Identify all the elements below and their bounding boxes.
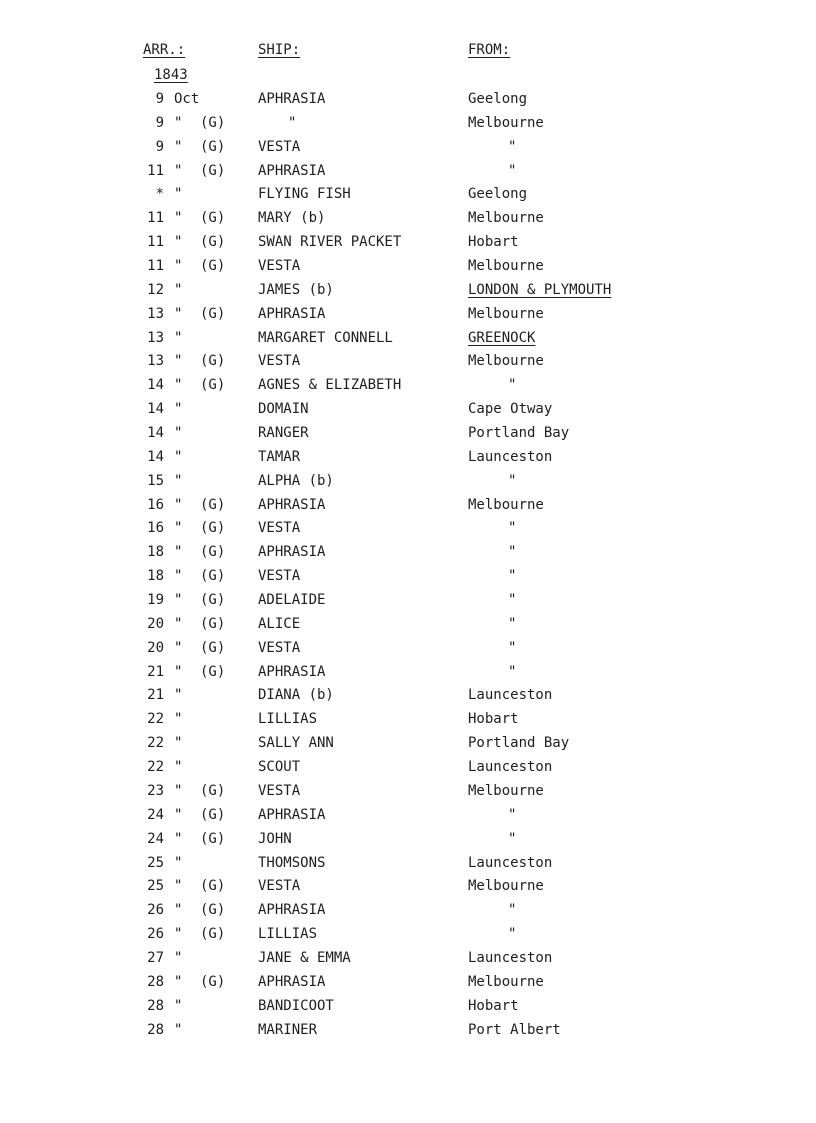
arrival-day: 28	[147, 1021, 164, 1038]
ship-name: APHRASIA	[258, 806, 326, 823]
table-row	[0, 995, 816, 1019]
from-port: "	[508, 592, 517, 609]
arrival-month: "	[174, 830, 183, 847]
arrival-day: 14	[147, 377, 164, 394]
table-row	[0, 470, 816, 494]
ship-name: JANE & EMMA	[258, 949, 351, 966]
table-row	[0, 637, 816, 661]
from-port: Hobart	[468, 997, 519, 1014]
ship-name: THOMSONS	[258, 854, 326, 871]
arrival-month: "	[174, 138, 183, 155]
table-row	[0, 852, 816, 876]
arrival-flag: (G)	[200, 592, 226, 609]
table-row	[0, 231, 816, 255]
arrival-day: 26	[147, 902, 164, 919]
table-row	[0, 732, 816, 756]
ship-name: APHRASIA	[258, 973, 326, 990]
table-row	[0, 947, 816, 971]
table-row	[0, 494, 816, 518]
ship-name: VESTA	[258, 878, 301, 895]
arrival-month: "	[174, 186, 183, 203]
from-port: "	[508, 926, 517, 943]
ship-name: APHRASIA	[258, 305, 326, 322]
ship-name: APHRASIA	[258, 544, 326, 561]
arrival-flag: (G)	[200, 639, 226, 656]
from-port: "	[508, 138, 517, 155]
arrival-day: 20	[147, 615, 164, 632]
arrival-flag: (G)	[200, 568, 226, 585]
table-row	[0, 565, 816, 589]
ship-name: VESTA	[258, 353, 301, 370]
arrival-month: "	[174, 663, 183, 680]
arrival-month: "	[174, 472, 183, 489]
arrival-day: 21	[147, 663, 164, 680]
arrival-day: 22	[147, 711, 164, 728]
arrival-day: 9	[155, 114, 164, 131]
arrival-flag: (G)	[200, 377, 226, 394]
arrival-month: "	[174, 162, 183, 179]
table-row	[0, 923, 816, 947]
table-row	[0, 255, 816, 279]
arrival-month: "	[174, 878, 183, 895]
arrival-month: "	[174, 997, 183, 1014]
arrival-flag: (G)	[200, 663, 226, 680]
arrival-flag: (G)	[200, 902, 226, 919]
arrival-day: 16	[147, 496, 164, 513]
ship-name: MARGARET CONNELL	[258, 329, 393, 346]
table-row	[0, 756, 816, 780]
from-port: Melbourne	[468, 496, 544, 513]
arrival-flag: (G)	[200, 305, 226, 322]
year-label: 1843	[154, 67, 188, 83]
from-port: Launceston	[468, 687, 553, 704]
arrival-day: 9	[155, 91, 164, 107]
arrival-day: 24	[147, 806, 164, 823]
from-port: Melbourne	[468, 973, 544, 990]
arrival-day: 13	[147, 353, 164, 370]
arrival-day: 11	[147, 210, 164, 227]
table-row	[0, 183, 816, 207]
ship-name: LILLIAS	[258, 711, 318, 728]
arrival-day: 21	[147, 687, 164, 704]
from-port: "	[508, 615, 517, 632]
arrival-day: 14	[147, 425, 164, 442]
table-row	[0, 828, 816, 852]
arrival-flag: (G)	[200, 520, 226, 537]
table-row	[0, 875, 816, 899]
arrival-flag: (G)	[200, 615, 226, 632]
table-row	[0, 303, 816, 327]
from-port: "	[508, 902, 517, 919]
from-port: "	[508, 520, 517, 537]
table-row	[0, 661, 816, 685]
ship-name: ALICE	[258, 615, 301, 632]
from-port: Hobart	[468, 234, 519, 251]
arrival-day: 20	[147, 639, 164, 656]
ship-name: VESTA	[258, 639, 301, 656]
table-row	[0, 350, 816, 374]
arrival-flag: (G)	[200, 162, 226, 179]
arrival-month: "	[174, 949, 183, 966]
ship-name: APHRASIA	[258, 663, 326, 680]
arrival-day: 11	[147, 162, 164, 179]
ship-name: LILLIAS	[258, 926, 318, 943]
from-port: "	[508, 639, 517, 656]
arrival-month: "	[174, 1021, 183, 1038]
table-row	[0, 136, 816, 160]
from-port: Melbourne	[468, 258, 544, 275]
arrival-day: 26	[147, 926, 164, 943]
arrival-day: 28	[147, 997, 164, 1014]
table-row	[0, 446, 816, 470]
table-row	[0, 804, 816, 828]
arrival-month: "	[174, 401, 183, 418]
table-row	[0, 112, 816, 136]
arrival-day: *	[155, 186, 164, 203]
from-port: Portland Bay	[468, 425, 570, 442]
arrival-month: "	[174, 973, 183, 990]
ship-name: "	[288, 114, 297, 131]
ship-name: VESTA	[258, 568, 301, 585]
arrival-day: 11	[147, 258, 164, 275]
ship-name: JAMES (b)	[258, 281, 334, 298]
ship-name: VESTA	[258, 258, 301, 275]
arrival-month: "	[174, 377, 183, 394]
arrival-month: "	[174, 687, 183, 704]
arrival-day: 23	[147, 782, 164, 799]
from-port: "	[508, 544, 517, 561]
from-port: Launceston	[468, 448, 553, 465]
from-port: Melbourne	[468, 878, 544, 895]
table-row	[0, 684, 816, 708]
table-row	[0, 207, 816, 231]
ship-name: DIANA (b)	[258, 687, 334, 704]
arrival-month: "	[174, 592, 183, 609]
from-port: "	[508, 162, 517, 179]
arrival-month: "	[174, 329, 183, 346]
ship-name: DOMAIN	[258, 401, 309, 418]
ship-name: BANDICOOT	[258, 997, 334, 1014]
arrival-day: 22	[147, 759, 164, 776]
ship-name: ADELAIDE	[258, 592, 326, 609]
table-row	[0, 971, 816, 995]
arrival-day: 24	[147, 830, 164, 847]
table-row	[0, 88, 816, 112]
arrival-month: "	[174, 782, 183, 799]
table-row	[0, 613, 816, 637]
arrival-day: 15	[147, 472, 164, 489]
arrival-flag: (G)	[200, 258, 226, 275]
arrival-month: "	[174, 735, 183, 752]
ship-name: JOHN	[258, 830, 292, 847]
from-port: Melbourne	[468, 114, 544, 131]
arrival-month: "	[174, 544, 183, 561]
arrival-month: "	[174, 902, 183, 919]
arrival-month: "	[174, 520, 183, 537]
arrival-day: 27	[147, 949, 164, 966]
arrival-day: 25	[147, 854, 164, 871]
arrival-flag: (G)	[200, 234, 226, 251]
ship-name: SWAN RIVER PACKET	[258, 234, 402, 251]
arrival-flag: (G)	[200, 138, 226, 155]
arrival-flag: (G)	[200, 878, 226, 895]
from-port: Melbourne	[468, 210, 544, 227]
arrival-month: "	[174, 759, 183, 776]
arrival-day: 14	[147, 448, 164, 465]
arrival-month: "	[174, 210, 183, 227]
arrival-day: 13	[147, 305, 164, 322]
table-row	[0, 398, 816, 422]
from-port: Launceston	[468, 949, 553, 966]
ship-name: VESTA	[258, 138, 301, 155]
ship-name: APHRASIA	[258, 162, 326, 179]
arrival-flag: (G)	[200, 496, 226, 513]
arrival-day: 19	[147, 592, 164, 609]
header-ship: SHIP:	[258, 42, 301, 58]
table-row	[0, 780, 816, 804]
from-port: Melbourne	[468, 782, 544, 799]
ship-name: TAMAR	[258, 448, 301, 465]
arrival-flag: (G)	[200, 782, 226, 799]
arrival-month: "	[174, 281, 183, 298]
arrival-month: Oct	[174, 91, 200, 107]
ship-name: ALPHA (b)	[258, 472, 334, 489]
arrival-month: "	[174, 568, 183, 585]
ship-name: AGNES & ELIZABETH	[258, 377, 402, 394]
from-port: Geelong	[468, 91, 528, 107]
from-port: "	[508, 663, 517, 680]
arrival-flag: (G)	[200, 353, 226, 370]
header-arr: ARR.:	[143, 42, 186, 58]
arrival-day: 13	[147, 329, 164, 346]
table-row	[0, 374, 816, 398]
from-port: Portland Bay	[468, 735, 570, 752]
arrival-day: 18	[147, 568, 164, 585]
from-port: "	[508, 472, 517, 489]
arrival-flag: (G)	[200, 973, 226, 990]
table-row	[0, 899, 816, 923]
table-row	[0, 422, 816, 446]
arrival-day: 9	[155, 138, 164, 155]
arrival-month: "	[174, 234, 183, 251]
arrival-month: "	[174, 353, 183, 370]
header-from: FROM:	[468, 42, 511, 58]
from-port: Launceston	[468, 759, 553, 776]
from-port: Launceston	[468, 854, 553, 871]
ship-name: RANGER	[258, 425, 309, 442]
table-row	[0, 160, 816, 184]
arrival-day: 28	[147, 973, 164, 990]
from-port: GREENOCK	[468, 329, 536, 346]
ship-name: VESTA	[258, 782, 301, 799]
arrival-flag: (G)	[200, 544, 226, 561]
arrival-flag: (G)	[200, 830, 226, 847]
table-row	[0, 589, 816, 613]
table-row	[0, 541, 816, 565]
from-port: "	[508, 806, 517, 823]
from-port: "	[508, 568, 517, 585]
ship-name: FLYING FISH	[258, 186, 351, 203]
arrival-flag: (G)	[200, 926, 226, 943]
arrival-day: 12	[147, 281, 164, 298]
arrival-flag: (G)	[200, 210, 226, 227]
arrival-day: 22	[147, 735, 164, 752]
table-row	[0, 517, 816, 541]
from-port: Melbourne	[468, 305, 544, 322]
table-row	[0, 279, 816, 303]
ship-name: MARY (b)	[258, 210, 326, 227]
ship-name: APHRASIA	[258, 902, 326, 919]
table-row	[0, 327, 816, 351]
arrival-month: "	[174, 806, 183, 823]
table-row	[0, 1019, 816, 1043]
arrival-flag: (G)	[200, 806, 226, 823]
ship-name: MARINER	[258, 1021, 318, 1038]
arrival-month: "	[174, 448, 183, 465]
arrival-day: 14	[147, 401, 164, 418]
arrival-day: 16	[147, 520, 164, 537]
arrival-month: "	[174, 615, 183, 632]
arrival-month: "	[174, 114, 183, 131]
arrival-month: "	[174, 258, 183, 275]
arrivals-list	[0, 88, 816, 1042]
arrival-month: "	[174, 496, 183, 513]
arrival-day: 18	[147, 544, 164, 561]
arrival-flag: (G)	[200, 114, 226, 131]
arrival-month: "	[174, 305, 183, 322]
arrival-month: "	[174, 711, 183, 728]
ship-name: SCOUT	[258, 759, 301, 776]
from-port: Melbourne	[468, 353, 544, 370]
arrival-month: "	[174, 926, 183, 943]
arrival-day: 11	[147, 234, 164, 251]
ship-name: APHRASIA	[258, 91, 326, 107]
arrival-day: 25	[147, 878, 164, 895]
from-port: Cape Otway	[468, 401, 553, 418]
from-port: "	[508, 377, 517, 394]
from-port: Geelong	[468, 186, 528, 203]
ship-name: SALLY ANN	[258, 735, 334, 752]
ship-name: APHRASIA	[258, 496, 326, 513]
table-row	[0, 708, 816, 732]
arrival-month: "	[174, 425, 183, 442]
from-port: Hobart	[468, 711, 519, 728]
from-port: Port Albert	[468, 1021, 561, 1038]
arrival-month: "	[174, 854, 183, 871]
from-port: "	[508, 830, 517, 847]
arrival-month: "	[174, 639, 183, 656]
from-port: LONDON & PLYMOUTH	[468, 281, 612, 298]
ship-name: VESTA	[258, 520, 301, 537]
